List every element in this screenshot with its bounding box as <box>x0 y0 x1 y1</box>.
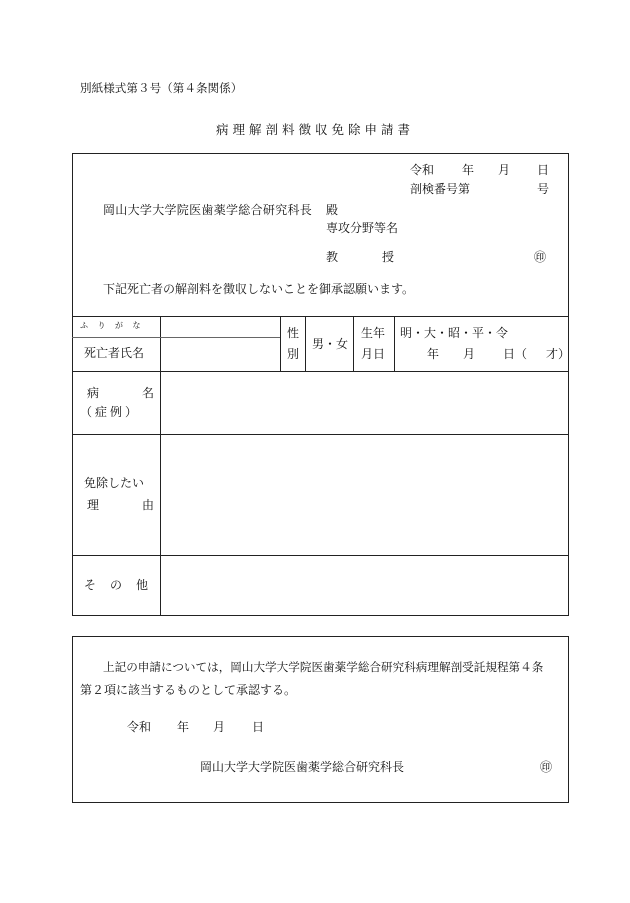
approval-date-era: 令和 <box>127 720 152 734</box>
furigana-label: ふりがな <box>80 321 150 330</box>
reason-label-1: 免除したい <box>84 476 145 490</box>
application-date-day: 日 <box>537 163 550 177</box>
approver-seal-icon: ㊞ <box>540 760 553 774</box>
application-date-era: 令和 <box>410 163 435 177</box>
addressee: 岡山大学大学院医歯薬学総合研究科長 <box>103 203 313 217</box>
col-divider-dob-value <box>394 316 395 371</box>
request-text: 下記死亡者の解剖料を徴収しないことを御承認願います。 <box>103 282 415 296</box>
deceased-name-label: 死亡者氏名 <box>84 346 145 360</box>
sex-label-2: 別 <box>287 347 300 361</box>
department-label: 専攻分野等名 <box>326 221 399 235</box>
disease-label-case: （症例） <box>80 405 141 419</box>
age: 才） <box>546 347 571 361</box>
honorific: 殿 <box>326 203 339 217</box>
sex-label-1: 性 <box>287 326 300 340</box>
dob-era-options: 明・大・昭・平・令 <box>400 326 509 340</box>
document-title: 病理解剖料徴収免除申請書 <box>215 122 414 137</box>
row-divider-disease <box>72 371 569 372</box>
row-divider-other <box>72 555 569 556</box>
dob-month: 月 <box>463 347 476 361</box>
approval-date-month: 月 <box>213 720 226 734</box>
dob-day: 日（ <box>503 347 528 361</box>
row-divider-reason <box>72 434 569 435</box>
col-divider-sex-label <box>280 316 281 371</box>
application-date-year: 年 <box>462 163 475 177</box>
sex-options: 男・女 <box>312 337 349 351</box>
autopsy-number-prefix: 剖検番号第 <box>410 182 471 196</box>
dob-year: 年 <box>427 347 440 361</box>
form-reference: 別紙様式第３号（第４条関係） <box>80 81 243 95</box>
row-divider-deceased <box>72 316 569 317</box>
label-column-divider <box>160 316 161 616</box>
approval-text-line2: 第２項に該当するものとして承認する。 <box>80 683 297 697</box>
reason-label-2: 理 <box>87 498 100 512</box>
dob-label-2: 月日 <box>361 347 386 361</box>
reason-label-3: 由 <box>142 498 155 512</box>
approval-date-day: 日 <box>252 720 265 734</box>
disease-label-2: 名 <box>142 386 155 400</box>
professor-label-1: 教 <box>326 250 339 264</box>
disease-label-1: 病 <box>87 386 100 400</box>
professor-label-2: 授 <box>382 250 395 264</box>
dob-label-1: 生年 <box>361 326 386 340</box>
applicant-seal-icon: ㊞ <box>534 250 547 264</box>
approval-text-line1: 上記の申請については，岡山大学大学院医歯薬学総合研究科病理解剖受託規程第４条 <box>103 660 544 674</box>
col-divider-sex-value <box>305 316 306 371</box>
col-divider-dob-label <box>353 316 354 371</box>
application-box <box>72 153 569 616</box>
other-label: そ の 他 <box>84 578 150 592</box>
approver: 岡山大学大学院医歯薬学総合研究科長 <box>200 760 405 774</box>
approval-date-year: 年 <box>177 720 190 734</box>
autopsy-number-suffix: 号 <box>537 182 550 196</box>
application-date-month: 月 <box>498 163 511 177</box>
furigana-divider <box>72 337 280 338</box>
